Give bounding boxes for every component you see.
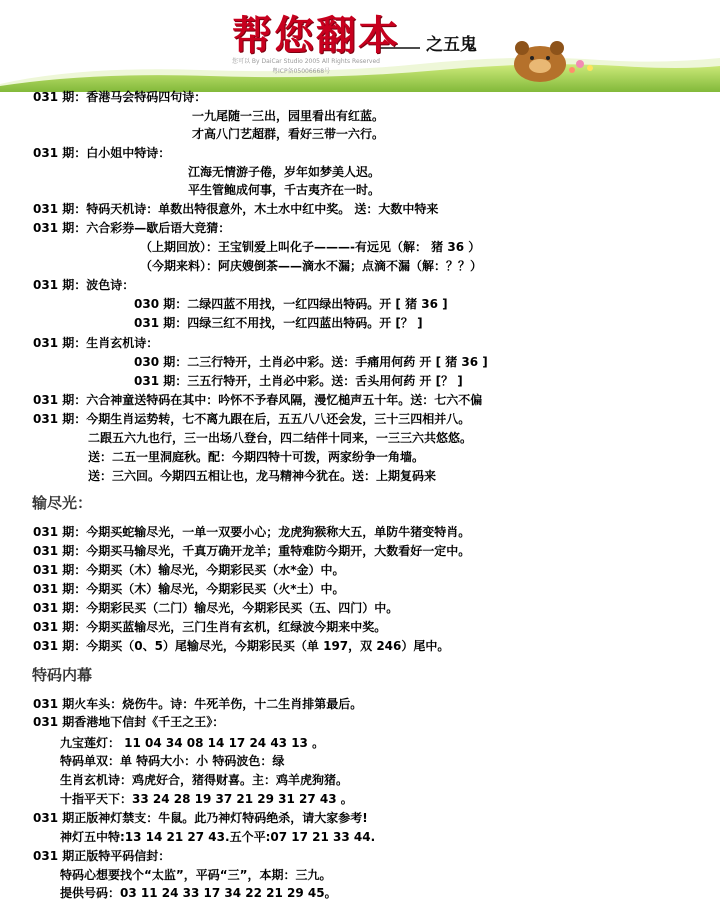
text-line: 江海无情游子倦，岁年如梦美人迟。: [188, 165, 381, 179]
text-line: 030 期：二三行特开，土肖必中彩。送：手痛用何药 开 [ 猪 36 ]: [134, 355, 488, 369]
text-line: 送：二五一里洞庭秋。配：今期四特十可拨，两家纷争一角墙。: [88, 450, 425, 464]
text-line: 特码心想要找个“太监”，平码“三”，本期：三九。: [60, 868, 332, 882]
text-line: 031 期：今期买（木）输尽光，今期彩民买（水*金）中。: [33, 563, 345, 577]
text-line: （上期回放）：王宝钏爱上叫化子———-有远见（解： 猪 36 ）: [140, 240, 481, 254]
text-line: 030 期：二绿四蓝不用找，一红四绿出特码。开 [ 猪 36 ]: [134, 297, 448, 311]
text-line: 031 期：今期买蛇输尽光，一单一双要小心；龙虎狗猴称大五，单防牛猪变特肖。: [33, 525, 471, 539]
logo-subtitle: 之五鬼: [426, 35, 477, 55]
text-line: 031 期：白小姐中特诗：: [33, 146, 171, 160]
icp-text: 粤ICP备05006668号: [272, 68, 331, 75]
text-line: 031 期：今期买（木）输尽光，今期彩民买（火*土）中。: [33, 582, 345, 596]
copyright-text: 您可以 By DaiCar Studio 2005 All Rights Reserved: [232, 58, 380, 65]
text-line: 031 期：六合神童送特码在其中：吟怀不予春风隔，漫忆槌声五十年。送：七六不偏: [33, 393, 483, 407]
text-line: 提供号码：03 11 24 33 17 34 22 21 29 45。: [60, 886, 337, 900]
text-line: 031 期：生肖玄机诗：: [33, 336, 159, 350]
text-line: 生肖玄机诗：鸡虎好合，猪得财喜。主：鸡羊虎狗猪。: [60, 773, 349, 787]
text-line: （今期来料）：阿庆嫂倒茶——滴水不漏；点滴不漏（解：？？）: [140, 259, 483, 273]
text-line: 031 期：四绿三红不用找，一红四蓝出特码。开 [？ ]: [134, 316, 423, 330]
text-line: 神灯五中特:13 14 21 27 43.五个平:07 17 21 33 44.: [60, 830, 376, 844]
text-line: 平生管鲍成何事，千古夷齐在一时。: [188, 183, 381, 197]
text-line: 031 期：香港马会特码四句诗：: [33, 90, 207, 104]
bear-illustration: [514, 41, 566, 82]
text-line: 031 期：今期买（0、5）尾输尽光，今期彩民买（单 197，双 246）尾中。: [33, 639, 450, 653]
text-line: 031 期：今期买蓝输尽光，三门生肖有玄机，红绿波今期来中奖。: [33, 620, 387, 634]
section-title: 特码内幕: [32, 666, 93, 684]
text-line: 031 期：今期彩民买（二门）输尽光，今期彩民买（五、四门）中。: [33, 601, 399, 615]
text-line: 031 期：今期买马输尽光，千真万确开龙羊；重特难防今期开，大数看好一定中。: [33, 544, 471, 558]
text-line: 031 期：三五行特开，土肖必中彩。送：舌头用何药 开 [？ ]: [134, 374, 463, 388]
header-banner: [0, 0, 720, 92]
banner-grass: [0, 64, 720, 92]
logo-title: 帮您翻本: [232, 12, 400, 59]
text-line: 一九尾随一三出，园里看出有红蓝。: [192, 109, 385, 123]
text-line: 031 期香港地下信封《千王之王》：: [33, 715, 225, 729]
text-line: 送：三六回。今期四五相让也，龙马精神今犹在。送：上期复码来: [88, 469, 437, 483]
text-line: 031 期：波色诗：: [33, 278, 135, 292]
section-title: 输尽光：: [32, 494, 93, 512]
text-line: 031 期正版神灯禁支：牛鼠。此乃神灯特码绝杀，请大家参考!: [33, 811, 368, 825]
text-line: 031 期：今期生肖运势转，七不离九跟在后，五五八八还会发，三十三四相并八。: [33, 412, 471, 426]
text-line: 九宝莲灯： 11 04 34 08 14 17 24 43 13 。: [60, 736, 325, 750]
text-line: 才高八门艺超群，看好三带一六行。: [192, 127, 385, 141]
text-line: 031 期正版特平码信封：: [33, 849, 171, 863]
text-line: 031 期：特码天机诗：单数出特很意外，木土水中红中奖。 送：大数中特来: [33, 202, 439, 216]
text-line: 031 期：六合彩券—歇后语大竞猜：: [33, 221, 231, 235]
text-line: 二跟五六九也行，三一出场八登台，四二结伴十同来，一三三六共悠悠。: [88, 431, 473, 445]
text-line: 特码单双：单 特码大小：小 特码波色：绿: [60, 754, 285, 768]
text-line: 十指平天下：33 24 28 19 37 21 29 31 27 43 。: [60, 792, 353, 806]
text-line: 031 期火车头：烧伤牛。诗：牛死羊伤，十二生肖排第最后。: [33, 697, 363, 711]
